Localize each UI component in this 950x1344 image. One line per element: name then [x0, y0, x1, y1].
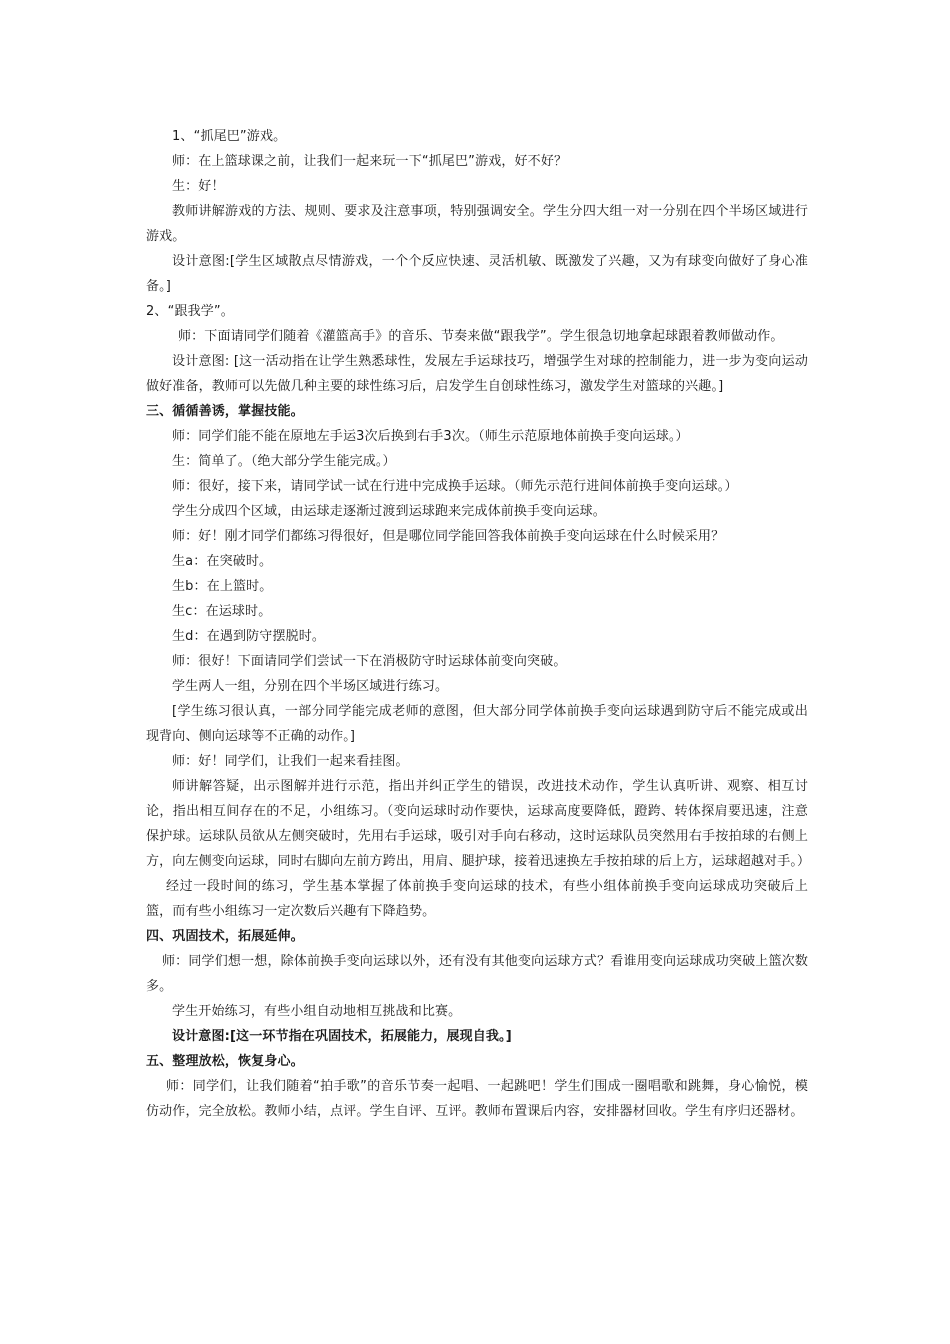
- body-paragraph: 教师讲解游戏的方法、规则、要求及注意事项，特别强调安全。学生分四大组一对一分别在四个半场区域进行游戏。: [146, 204, 808, 244]
- body-paragraph: 经过一段时间的练习，学生基本掌握了体前换手变向运球的技术，有些小组体前换手变向运球成功突破后上篮，而有些小组练习一定次数后兴趣有下降趋势。: [146, 879, 808, 919]
- design-intent-paragraph: 设计意图: [这一活动指在让学生熟悉球性，发展左手运球技巧，增强学生对球的控制能力，进一步为变向运动做好准备，教师可以先做几种主要的球性练习后，启发学生自创球性练习，激发学生对篮球的兴趣。]: [146, 354, 808, 394]
- dialogue-line: 师：在上篮球课之前，让我们一起来玩一下“抓尾巴”游戏，好不好？: [172, 154, 568, 169]
- dialogue-line: 师：下面请同学们随着《灌篮高手》的音乐、节奏来做“跟我学”。学生很急切地拿起球跟着教师做动作。: [178, 329, 784, 344]
- game-heading-catch-tail: 1、“抓尾巴”游戏。: [172, 129, 287, 144]
- dialogue-line: 师：很好！下面请同学们尝试一下在消极防守时运球体前变向突破。: [172, 654, 567, 669]
- dialogue-line: 生：简单了。（绝大部分学生能完成。）: [172, 454, 396, 469]
- dialogue-line: 师：同学们想一想，除体前换手变向运球以外，还有没有其他变向运球方式？看谁用变向运球成功突破上篮次数多。: [146, 954, 808, 994]
- student-answer-b: 生b：在上篮时。: [172, 579, 273, 594]
- section-heading-three: 三、循循善诱，掌握技能。: [146, 404, 304, 419]
- design-intent-paragraph: 设计意图:[学生区域散点尽情游戏，一个个反应快速、灵活机敏、既激发了兴趣，又为有球变向做好了身心准备。]: [146, 254, 808, 294]
- section-heading-five: 五、整理放松，恢复身心。: [146, 1054, 304, 1069]
- dialogue-line: 师：很好，接下来，请同学试一试在行进中完成换手运球。（师先示范行进间体前换手变向运球。）: [172, 479, 738, 494]
- body-paragraph: 学生分成四个区域，由运球走逐渐过渡到运球跑来完成体前换手变向运球。: [172, 504, 606, 519]
- body-paragraph: 学生开始练习，有些小组自动地相互挑战和比赛。: [172, 1004, 462, 1019]
- dialogue-line: 师：好！同学们，让我们一起来看挂图。: [172, 754, 409, 769]
- student-answer-d: 生d：在遇到防守摆脱时。: [172, 629, 326, 644]
- observation-paragraph: [学生练习很认真，一部分同学能完成老师的意图，但大部分同学体前换手变向运球遇到防守后不能完成或出现背向、侧向运球等不正确的动作。]: [146, 704, 808, 744]
- dialogue-line: 生：好！: [172, 179, 225, 194]
- student-answer-a: 生a：在突破时。: [172, 554, 273, 569]
- explanation-paragraph: 师讲解答疑，出示图解并进行示范，指出并纠正学生的错误，改进技术动作，学生认真听讲、观察、相互讨论，指出相互间存在的不足，小组练习。（变向运球时动作要快，运球高度要降低，蹬跨、转体探肩要迅速，注意保护球。运球队员欲从左侧突破时，先用右手运球，吸引对手向右移动，这时运球队员突然用右手按拍球的右侧上方，向左侧变向运球，同时右脚向左前方跨出，用肩、腿护球，接着迅速换左手按拍球的后上方，运球超越对手。）: [146, 779, 811, 869]
- student-answer-c: 生c：在运球时。: [172, 604, 272, 619]
- design-intent-paragraph: 设计意图:[这一环节指在巩固技术，拓展能力，展现自我。]: [172, 1029, 512, 1044]
- section-heading-four: 四、巩固技术，拓展延伸。: [146, 929, 304, 944]
- document-body: [146, 124, 811, 1124]
- dialogue-line: 师：好！刚才同学们都练习得很好，但是哪位同学能回答我体前换手变向运球在什么时候采用？: [172, 529, 725, 544]
- dialogue-line: 师：同学们能不能在原地左手运3次后换到右手3次。（师生示范原地体前换手变向运球。）: [172, 429, 689, 444]
- body-paragraph: 学生两人一组，分别在四个半场区域进行练习。: [172, 679, 449, 694]
- closing-paragraph: 师：同学们，让我们随着“拍手歌”的音乐节奏一起唱、一起跳吧！学生们围成一圈唱歌和跳舞，身心愉悦，模仿动作，完全放松。教师小结，点评。学生自评、互评。教师布置课后内容，安排器材回收。学生有序归还器材。: [146, 1079, 808, 1119]
- game-heading-follow-me: 2、“跟我学”。: [146, 304, 234, 319]
